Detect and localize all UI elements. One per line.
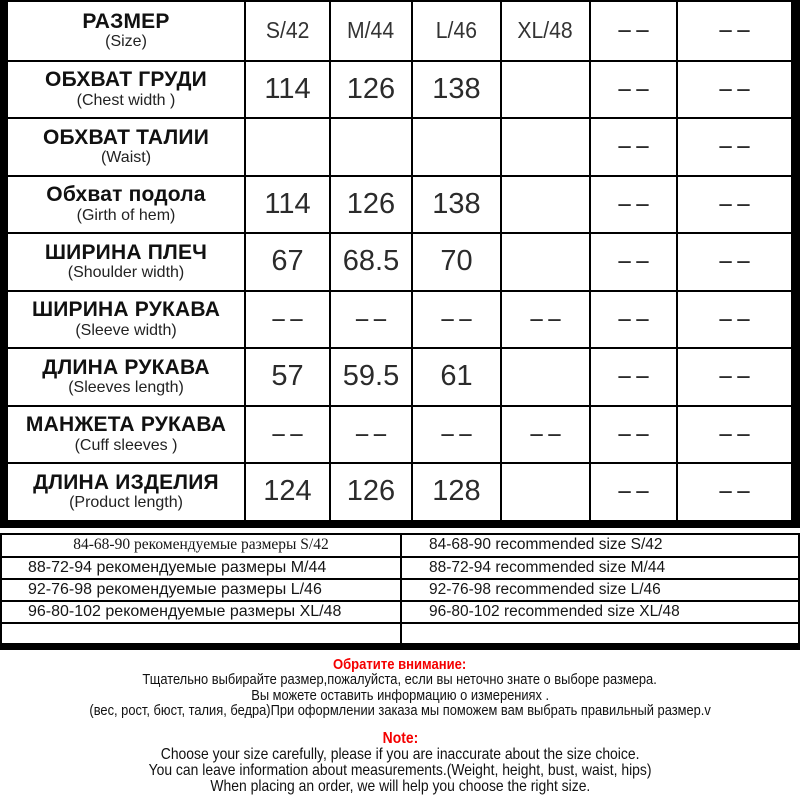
dash-placeholder: –– <box>617 250 654 272</box>
dash-placeholder: –– <box>271 423 308 445</box>
size-table-row <box>8 175 791 233</box>
dash-placeholder: –– <box>617 365 654 387</box>
size-value-cell <box>500 175 589 233</box>
dash-placeholder: –– <box>529 308 566 330</box>
dash-placeholder: –– <box>355 423 391 445</box>
row-label-ru: Обхват подола <box>46 183 206 207</box>
size-value-text: 61 <box>440 360 473 393</box>
row-label-en: (Cuff sleeves ) <box>74 436 178 454</box>
dash-placeholder: –– <box>718 250 755 272</box>
size-value-cell <box>500 405 589 463</box>
size-value-cell <box>589 117 676 175</box>
size-value-text: 59.5 <box>342 360 400 393</box>
size-value-cell <box>329 347 411 405</box>
size-value-cell <box>329 290 411 348</box>
recommendation-ru <box>2 622 400 644</box>
dash-placeholder: –– <box>718 308 755 330</box>
size-value-text: 68.5 <box>342 245 400 278</box>
dash-placeholder: –– <box>617 423 654 445</box>
size-value-cell <box>500 347 589 405</box>
notes-ru-lines <box>0 673 800 719</box>
row-label-en: (Shoulder width) <box>67 264 185 282</box>
notes-en-line <box>0 779 800 795</box>
size-value-text: XL/48 <box>517 17 574 44</box>
size-table-row <box>8 462 791 520</box>
size-value-cell <box>589 347 676 405</box>
row-label-ru: ОБХВАТ ТАЛИИ <box>42 125 210 149</box>
size-value-text: M/44 <box>347 17 395 44</box>
size-value-cell <box>500 117 589 175</box>
size-value-text: 114 <box>264 187 311 220</box>
size-value-cell <box>244 232 329 290</box>
row-label-ru: МАНЖЕТА РУКАВА <box>25 413 227 437</box>
size-value-cell <box>411 232 500 290</box>
recommendation-row <box>2 556 798 578</box>
size-value-cell <box>244 405 329 463</box>
notes-ru-line-text: (вес, рост, бюст, талия, бедра)При оформлении заказа мы поможем вам выбрать правильный размер.v <box>89 703 711 720</box>
size-value-text: 114 <box>264 72 311 105</box>
size-value-cell <box>329 175 411 233</box>
size-table-row <box>8 2 791 60</box>
size-table-row <box>8 60 791 118</box>
recommendation-en: 92-76-98 recommended size L/46 <box>400 578 798 600</box>
size-value-cell <box>676 290 791 348</box>
row-label-cell <box>8 347 244 405</box>
dash-placeholder: –– <box>718 78 755 100</box>
size-value-cell <box>411 290 500 348</box>
size-value-text: 138 <box>432 72 481 105</box>
size-value-text: 128 <box>432 475 481 508</box>
row-label-en: (Product length) <box>69 494 183 512</box>
row-label-ru: ДЛИНА РУКАВА <box>42 355 210 379</box>
size-table-row <box>8 117 791 175</box>
size-table-row <box>8 405 791 463</box>
size-value-cell <box>589 175 676 233</box>
row-label-en: (Waist) <box>100 149 152 167</box>
size-value-text: 126 <box>346 187 396 220</box>
dash-placeholder: –– <box>529 423 566 445</box>
notes-ru-line-text: Тщательно выбирайте размер,пожалуйста, если вы неточно знате о выборе размера. <box>142 672 658 689</box>
size-value-cell <box>411 405 500 463</box>
row-label-en: (Girth of hem) <box>76 206 176 224</box>
size-value-cell <box>676 117 791 175</box>
size-value-text: L/46 <box>435 17 478 44</box>
recommendation-row <box>2 600 798 622</box>
dash-placeholder: –– <box>617 193 654 215</box>
size-value-cell <box>329 117 411 175</box>
row-label-ru: ШИРИНА РУКАВА <box>31 298 221 322</box>
recommendation-row <box>2 622 798 644</box>
row-label-ru: РАЗМЕР <box>82 9 170 33</box>
dash-placeholder: –– <box>718 135 755 157</box>
size-value-cell <box>329 60 411 118</box>
dash-placeholder: –– <box>440 308 477 330</box>
row-label-cell <box>8 462 244 520</box>
dash-placeholder: –– <box>617 480 654 502</box>
notes-en-heading-text: Note: <box>382 729 418 747</box>
row-label-cell <box>8 175 244 233</box>
size-table-row <box>8 347 791 405</box>
notes-en-line-text: You can leave information about measurements.(Weight, height, bust, waist, hips) <box>148 761 652 779</box>
recommendation-ru: 92-76-98 рекомендуемые размеры L/46 <box>2 578 400 600</box>
notes-ru <box>0 657 800 719</box>
notes-ru-heading-text: Обратите внимание: <box>333 656 467 674</box>
notes-en-line <box>0 747 800 763</box>
size-table-row <box>8 290 791 348</box>
dash-placeholder: –– <box>617 135 654 157</box>
size-value-text: 126 <box>346 72 396 105</box>
size-value-cell <box>676 2 791 60</box>
row-label-en: (Size) <box>105 33 147 51</box>
size-value-cell <box>329 2 411 60</box>
size-value-text: 126 <box>346 475 396 508</box>
row-label-en: (Chest width ) <box>76 91 176 109</box>
dash-placeholder: –– <box>617 78 654 100</box>
recommendation-ru: 96-80-102 рекомендуемые размеры XL/48 <box>2 600 400 622</box>
size-value-cell <box>411 117 500 175</box>
size-value-cell <box>676 405 791 463</box>
row-label-cell <box>8 232 244 290</box>
size-value-cell <box>676 347 791 405</box>
dash-placeholder: –– <box>617 308 654 330</box>
size-value-cell <box>244 117 329 175</box>
size-value-text: S/42 <box>265 17 310 44</box>
size-value-text: 124 <box>263 475 312 508</box>
recommendation-ru: 88-72-94 рекомендуемые размеры M/44 <box>2 556 400 578</box>
recommendation-row <box>2 535 798 557</box>
size-value-text: 138 <box>432 187 481 220</box>
notes-ru-line-text: Вы можете оставить информацию о измерениях . <box>251 687 549 704</box>
row-label-ru: ШИРИНА ПЛЕЧ <box>44 240 208 264</box>
recommendation-en: 84-68-90 recommended size S/42 <box>400 535 798 557</box>
size-value-cell <box>500 60 589 118</box>
size-value-cell <box>500 290 589 348</box>
size-value-text: 57 <box>271 360 304 393</box>
size-value-text: 67 <box>271 245 304 278</box>
size-value-text: 70 <box>440 245 473 278</box>
size-value-cell <box>500 462 589 520</box>
row-label-ru: ДЛИНА ИЗДЕЛИЯ <box>33 470 219 494</box>
recommendations-table <box>0 533 800 651</box>
size-value-cell <box>329 462 411 520</box>
size-value-cell <box>329 232 411 290</box>
size-value-cell <box>589 405 676 463</box>
notes-en-line-text: Choose your size carefully, please if you are inaccurate about the size choice. <box>160 745 640 763</box>
recommendation-ru: 84-68-90 рекомендуемые размеры S/42 <box>73 536 329 554</box>
dash-placeholder: –– <box>271 308 308 330</box>
notes-en-line-text: When placing an order, we will help you choose the right size. <box>210 778 590 796</box>
size-value-cell <box>500 232 589 290</box>
dash-placeholder: –– <box>718 19 755 41</box>
dash-placeholder: –– <box>440 423 477 445</box>
size-value-cell <box>411 175 500 233</box>
row-label-cell <box>8 405 244 463</box>
size-value-cell <box>411 2 500 60</box>
size-value-cell <box>589 2 676 60</box>
size-value-cell <box>411 60 500 118</box>
row-label-en: (Sleeve width) <box>75 321 177 339</box>
size-value-cell <box>589 290 676 348</box>
row-label-cell <box>8 290 244 348</box>
size-value-cell <box>676 462 791 520</box>
notes-ru-line <box>0 704 800 719</box>
dash-placeholder: –– <box>355 308 391 330</box>
row-label-en: (Sleeves length) <box>68 379 184 397</box>
size-value-cell <box>244 462 329 520</box>
size-value-cell <box>589 232 676 290</box>
recommendation-row <box>2 578 798 600</box>
size-value-cell <box>411 347 500 405</box>
size-value-cell <box>676 175 791 233</box>
row-label-ru: ОБХВАТ ГРУДИ <box>45 68 207 92</box>
size-table-row <box>8 232 791 290</box>
notes-en-line <box>0 763 800 779</box>
notes-ru-line <box>0 673 800 688</box>
size-value-cell <box>500 2 589 60</box>
dash-placeholder: –– <box>718 365 755 387</box>
dash-placeholder: –– <box>718 480 755 502</box>
size-value-cell <box>411 462 500 520</box>
size-value-cell <box>244 2 329 60</box>
recommendation-en: 96-80-102 recommended size XL/48 <box>400 600 798 622</box>
size-value-cell <box>244 60 329 118</box>
recommendation-en <box>400 622 798 644</box>
size-value-cell <box>676 60 791 118</box>
recommendation-en: 88-72-94 recommended size M/44 <box>400 556 798 578</box>
dash-placeholder: –– <box>617 19 654 41</box>
size-value-cell <box>589 462 676 520</box>
size-value-cell <box>589 60 676 118</box>
notes-en-lines <box>0 747 800 796</box>
dash-placeholder: –– <box>718 193 755 215</box>
dash-placeholder: –– <box>718 423 755 445</box>
notes-ru-line <box>0 689 800 704</box>
row-label-cell <box>8 117 244 175</box>
size-value-cell <box>676 232 791 290</box>
row-label-cell <box>8 2 244 60</box>
size-value-cell <box>244 290 329 348</box>
notes-en <box>0 731 800 796</box>
size-value-cell <box>244 347 329 405</box>
size-value-cell <box>244 175 329 233</box>
row-label-cell <box>8 60 244 118</box>
notes-en-heading <box>0 731 800 747</box>
notes-ru-heading <box>0 657 800 673</box>
size-value-cell <box>329 405 411 463</box>
